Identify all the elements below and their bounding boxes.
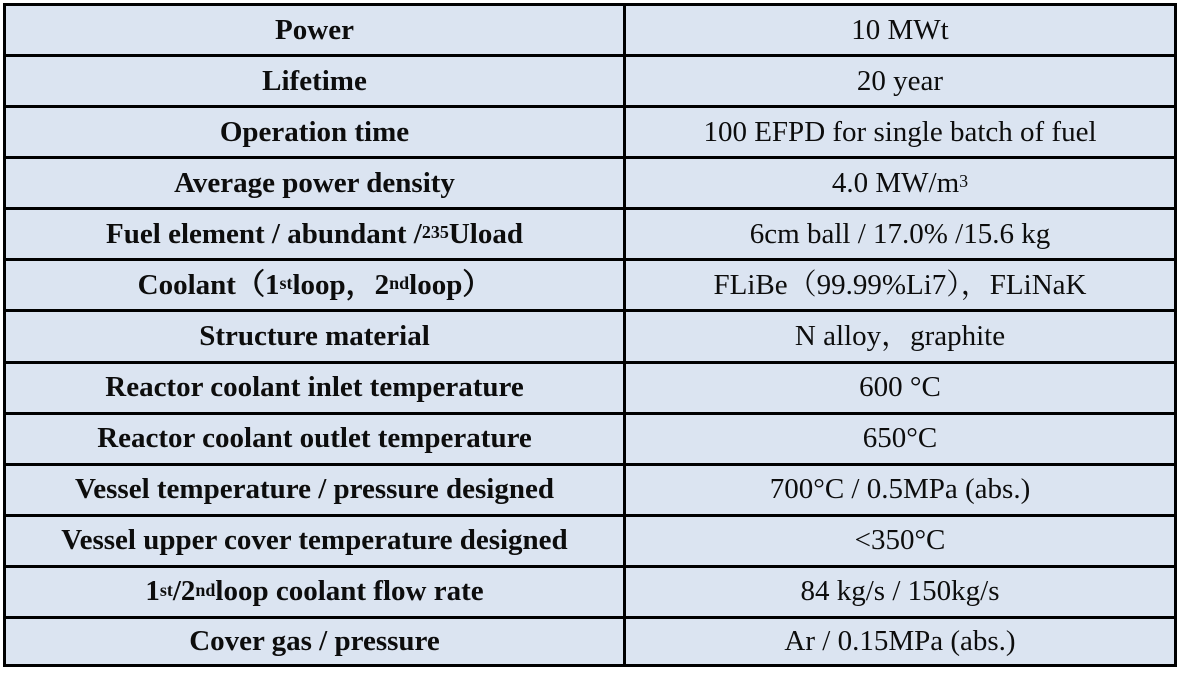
- value-cell: [626, 466, 1174, 514]
- cell-text: Cover gas / pressure: [189, 624, 440, 657]
- cell-text: loop coolant flow rate: [215, 575, 484, 608]
- value-cell: [626, 261, 1174, 309]
- cell-text: Vessel temperature / pressure designed: [74, 473, 554, 506]
- table-row: [6, 312, 1174, 363]
- cell-text: Reactor coolant inlet temperature: [105, 371, 524, 404]
- parameter-cell: 1 $^{st}$ /2 $^{nd}$ loop coolant flow rate: [6, 568, 626, 616]
- parameter-cell: [6, 57, 626, 105]
- cell-text: 84 kg/s / 150kg/s: [800, 575, 1000, 608]
- parameter-cell: [6, 517, 626, 565]
- value-cell: [626, 619, 1174, 664]
- value-cell: [626, 210, 1174, 258]
- table-row: [6, 466, 1174, 517]
- cell-text: loop，2: [292, 268, 390, 301]
- cell-text: 700°C / 0.5MPa (abs.): [769, 473, 1031, 506]
- cell-text: Coolant（1: [137, 268, 280, 301]
- cell-text: N alloy，graphite: [794, 320, 1006, 352]
- cell-text: 20 year: [856, 64, 944, 97]
- value-cell: [626, 57, 1174, 105]
- cell-text: Power: [275, 13, 354, 46]
- parameter-cell: [6, 159, 626, 207]
- cell-text: Vessel upper cover temperature designed: [61, 524, 568, 557]
- cell-text: Lifetime: [262, 64, 367, 97]
- table-row: [6, 6, 1174, 57]
- value-cell: 4.0 MW/m $^3$: [831, 166, 969, 199]
- value-cell: [626, 415, 1174, 463]
- parameter-cell: [6, 415, 626, 463]
- cell-text: Reactor coolant outlet temperature: [97, 422, 532, 455]
- table-row: [6, 210, 1174, 261]
- table-row: [6, 619, 1174, 664]
- value-cell: [626, 568, 1174, 616]
- value-cell: [626, 312, 1174, 360]
- table-row: [6, 57, 1174, 108]
- table-row: [6, 261, 1174, 312]
- value-cell: [626, 517, 1174, 565]
- cell-text: 10 MWt: [851, 13, 949, 46]
- table-row: [6, 568, 1174, 619]
- cell-text: Fuel element / abundant /: [106, 217, 422, 250]
- cell-text: Average power density: [174, 166, 455, 199]
- parameter-cell: [6, 312, 626, 360]
- cell-text: <350°C: [854, 524, 946, 557]
- value-cell: [626, 364, 1174, 412]
- parameter-cell: [6, 6, 626, 54]
- parameter-cell: [6, 108, 626, 156]
- cell-text: Uload: [448, 217, 523, 250]
- table-row: [6, 415, 1174, 466]
- cell-text: Structure material: [199, 320, 430, 352]
- cell-text: 600 °C: [859, 371, 941, 404]
- value-cell: [626, 6, 1174, 54]
- cell-text: /2: [172, 575, 196, 608]
- reactor-spec-table: [3, 3, 1177, 667]
- cell-text: 6cm ball / 17.0% /15.6 kg: [749, 217, 1051, 250]
- parameter-cell: [6, 619, 626, 664]
- cell-text: loop）: [409, 268, 492, 301]
- table-row: [6, 517, 1174, 568]
- cell-text: 650°C: [862, 422, 938, 455]
- cell-text: 4.0 MW/m: [831, 166, 960, 199]
- table-row: [6, 108, 1174, 159]
- parameter-cell: Coolant（1 $^{st}$ loop，2 $^{nd}$ loop）: [6, 261, 626, 309]
- cell-text: 100 EFPD for single batch of fuel: [703, 115, 1097, 148]
- value-cell: [626, 108, 1174, 156]
- parameter-cell: [6, 466, 626, 514]
- parameter-cell: Fuel element / abundant / $^{235}$ Uload: [6, 210, 626, 258]
- parameter-cell: [6, 364, 626, 412]
- cell-text: Operation time: [219, 115, 410, 148]
- table-row: [6, 159, 1174, 210]
- cell-text: FLiBe（99.99%Li7），FLiNaK: [713, 268, 1087, 301]
- table-row: [6, 364, 1174, 415]
- cell-text: Ar / 0.15MPa (abs.): [784, 624, 1016, 657]
- cell-text: 1: [145, 575, 160, 608]
